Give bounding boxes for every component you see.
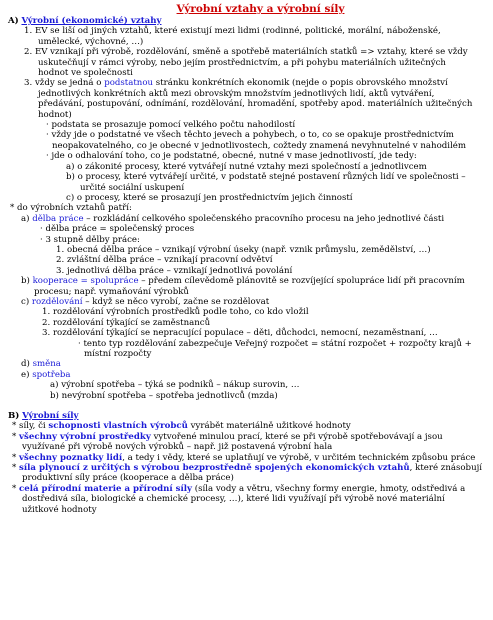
- section-title: Výrobní (ekonomické) vztahy: [21, 16, 162, 26]
- list-item: * všechny výrobní prostředky vytvořené minulou prací, které se při výrobě spotřebovávají a jsou využívané při výrobě nových výrobků – např. již postavená výrobní hala: [12, 431, 443, 453]
- list-item: * všechny poznatky lidí, a tedy i vědy, které se uplatňují ve výrobě, v určitém technickém způsobu práce: [12, 452, 476, 463]
- list-item: 3. jednotlivá dělba práce – vznikají jednotlivá povolání: [56, 265, 293, 276]
- section-title: Výrobní síly: [22, 411, 79, 422]
- section-marker: A): [8, 16, 19, 26]
- list-item: 1. EV se liší od jiných vztahů, které existují mezi lidmi (rodinné, politické, morální, náboženské, umělecké, výchovné, …): [24, 26, 441, 47]
- list-item: 2. zvláštní dělba práce – vznikají pracovní odvětví: [56, 255, 273, 266]
- list-item: · 3 stupně dělby práce:: [40, 234, 140, 245]
- list-item: * do výrobních vztahů patří:: [10, 203, 132, 214]
- list-item: a) o zákonité procesy, které vytvářejí nutné vztahy mezi společností a jednotlivcem: [66, 161, 427, 172]
- list-item: 1. obecná dělba práce – vznikají výrobní úseky (např. vznik průmyslu, zemědělství, …): [56, 244, 431, 255]
- list-item: a) dělba práce – rozkládání celkového společenského pracovního procesu na jeho jednotlivé části: [21, 213, 445, 224]
- list-item: · podstata se prosazuje pomocí velkého počtu nahodilostí: [46, 120, 296, 131]
- list-item: 1. rozdělování výrobních prostředků podle toho, co kdo vložil: [42, 307, 309, 318]
- list-item: 3. rozdělování týkající se nepracující populace – děti, důchodci, nemocní, nezaměstnaní, …: [42, 328, 438, 339]
- list-item: * síla plynoucí z určitých s výrobou bezprostředně spojených ekonomických vztahů, které znásobují produktivní síly práce (kooperace a dělba práce): [12, 463, 483, 484]
- list-item: a) výrobní spotřeba – týká se podniků – nákup surovin, …: [50, 380, 300, 391]
- section-b-heading: [0, 411, 493, 421]
- list-item: 2. rozdělování týkající se zaměstnanců: [42, 317, 211, 328]
- section-marker: B): [8, 411, 20, 422]
- page-title: Výrobní vztahy a výrobní síly: [176, 3, 345, 15]
- list-item: b) nevýrobní spotřeba – spotřeba jednotlivců (mzda): [50, 390, 278, 401]
- list-item: · dělba práce = společenský proces: [40, 224, 195, 235]
- list-item: c) rozdělování – když se něco vyrobí, začne se rozdělovat: [21, 296, 270, 307]
- list-item: 2. EV vznikají při výrobě, rozdělování, směně a spotřebě materiálních statků => vztahy, které se vždy uskutečňují v rámci výroby, nebo jejím prostřednictvím, a při pohybu materiálních užitečných hodnot ve společnosti: [24, 47, 468, 79]
- list-item: b) kooperace = spolupráce – předem cílevědomě plánovitě se rozvíjející spolupráce lidí při pracovním procesu; např. vymaňování výrobků: [21, 276, 465, 297]
- list-item: * síly, či schopnosti vlastních výrobců vyrábět materiálně užitkové hodnoty: [12, 421, 351, 432]
- list-item: * celá přírodní materie a přírodní síly (síla vody a větru, všechny formy energie, hmoty, odstředivá a dostředivá síla, biologické a chemické procesy, …), které lidi využívají při výrobě nové materiální užitkové hodnoty: [12, 483, 466, 515]
- list-item: e) spotřeba: [21, 369, 71, 380]
- list-item: · jde o odhalování toho, co je podstatné, obecné, nutné v mase jednotlivostí, jde tedy:: [46, 151, 417, 162]
- list-item: d) směna: [21, 359, 61, 370]
- list-item: c) o procesy, které se prosazují jen prostřednictvím jejich činností: [66, 192, 353, 203]
- list-item: · vždy jde o podstatné ve všech těchto jevech a pohybech, o to, co se opakuje prostřednictvím neopakovatelného, co je obecné v jednotlivostech, cožtedy znamená nevyhnutelné v nahodilém: [46, 130, 466, 151]
- section-a-heading: [0, 16, 493, 26]
- list-item: 3. vždy se jedná o podstatnou stránku konkrétních ekonomik (nejde o popis obrovského množství jednotlivých konkrétních aktů mezi obrovským množstvím jednotlivých lidí, aktů vytváření, předávání, postupování, odnímání, rozdělování, hromadění, spotřeby apod. materiálních užitečných hodnot): [24, 78, 473, 120]
- list-item: · tento typ rozdělování zabezpečuje Veřejný rozpočet = státní rozpočet + rozpočty krajů + místní rozpočty: [78, 338, 472, 359]
- list-item: b) o procesy, které vytvářejí určité, v podstatě stejné postavení různých lidí ve společnosti – určité sociální uskupení: [66, 172, 466, 193]
